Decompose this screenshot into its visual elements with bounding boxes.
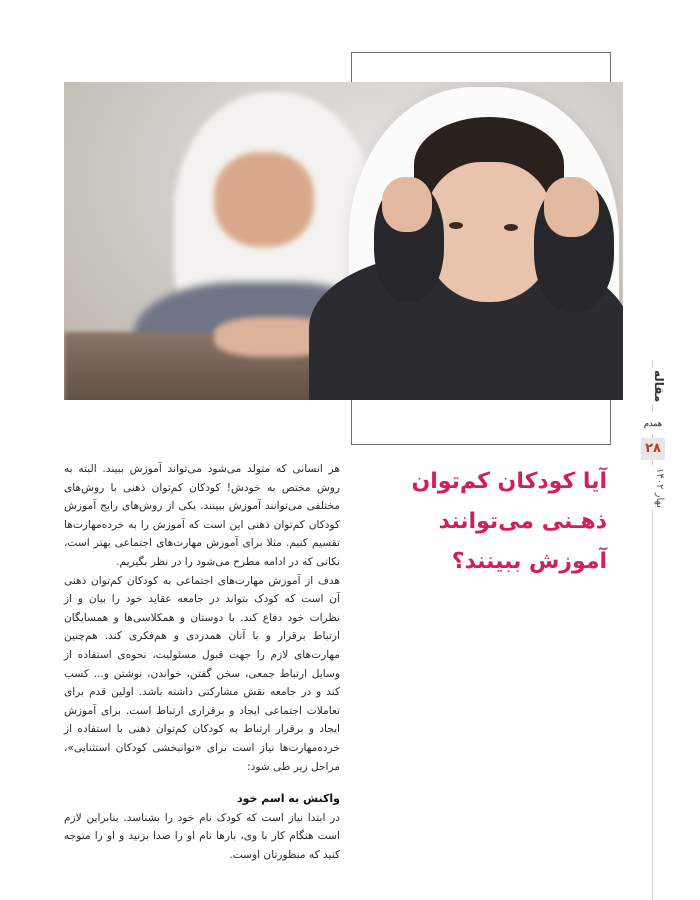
- article-photo: [64, 82, 623, 400]
- section-label: مقاله: [640, 368, 666, 404]
- paragraph: هر انسانی که متولد می‌شود می‌تواند آموزش ببیند. البته به روش مختص به خودش! کودکان کم‌توان ذهنی با روش‌های مختلفی می‌توانند آموزش ببینند. یکی از روش‌های رایج آموزش کودکان کم‌توان ذهنی این است که آموزش را به خرده‌مهارت‌ها تقسیم کنیم. مثلا برای آموزش مهارت‌های اجتماعی بهتر است، نکاتی که در ادامه مطرح می‌شود را در نظر بگیریم.: [64, 463, 340, 568]
- background-girl-face: [214, 152, 314, 247]
- running-header: [638, 360, 668, 900]
- foreground-girl-hand-left: [382, 177, 432, 232]
- article-body: [64, 460, 340, 864]
- eye-left: [449, 222, 463, 229]
- paragraph: در ابتدا نیاز است که کودک نام خود را بشناسد. بنابراین لازم است هنگام کار با وی، بارها نام او را صدا بزنید و او را متوجه کنید که منظورتان اوست.: [64, 811, 340, 861]
- subheading: واکنش به اسم خود: [236, 792, 340, 806]
- foreground-girl-hand-right: [544, 177, 599, 237]
- page-number: ۲۸: [641, 438, 665, 460]
- issue-season: بهار ۱۴۰۲: [641, 466, 665, 510]
- magazine-logo: همدم: [641, 412, 665, 434]
- eye-right: [504, 224, 518, 231]
- photo-frame-bottom: [351, 444, 611, 445]
- article-title: آیا کودکان کم‌توان ذهـنی می‌توانند آموزش ببینند؟: [411, 469, 607, 574]
- paragraph: هدف از آموزش مهارت‌های اجتماعی به کودکان کم‌توان ذهنی آن است که کودک بتواند در جامعه عقاید خود را بیان و از نظرات خود دفاع کند. با دوستان و همکلاسی‌ها و همسایگان ارتباط برقرار و با آنان همدردی و هم‌فکری کند. هم‌چنین مهارت‌های لازم را جهت قبول مسئولیت، نحوه‌ی استفاده از وسایل ارتباط جمعی، سخن گفتن، خواندن، نوشتن و... کسب کند و در جامعه نقش مشارکتی داشته باشد. اولین قدم برای تعاملات اجتماعی ایجاد و برقراری ارتباط است. برای آموزش ایجاد و برقرار ارتباط به کودکان کم‌توان ذهنی با استفاده از خرده‌مهارت‌ها نیاز است برای «توانبخشی کودکان استثنایی»، مراحل زیر طی شود:: [64, 574, 340, 773]
